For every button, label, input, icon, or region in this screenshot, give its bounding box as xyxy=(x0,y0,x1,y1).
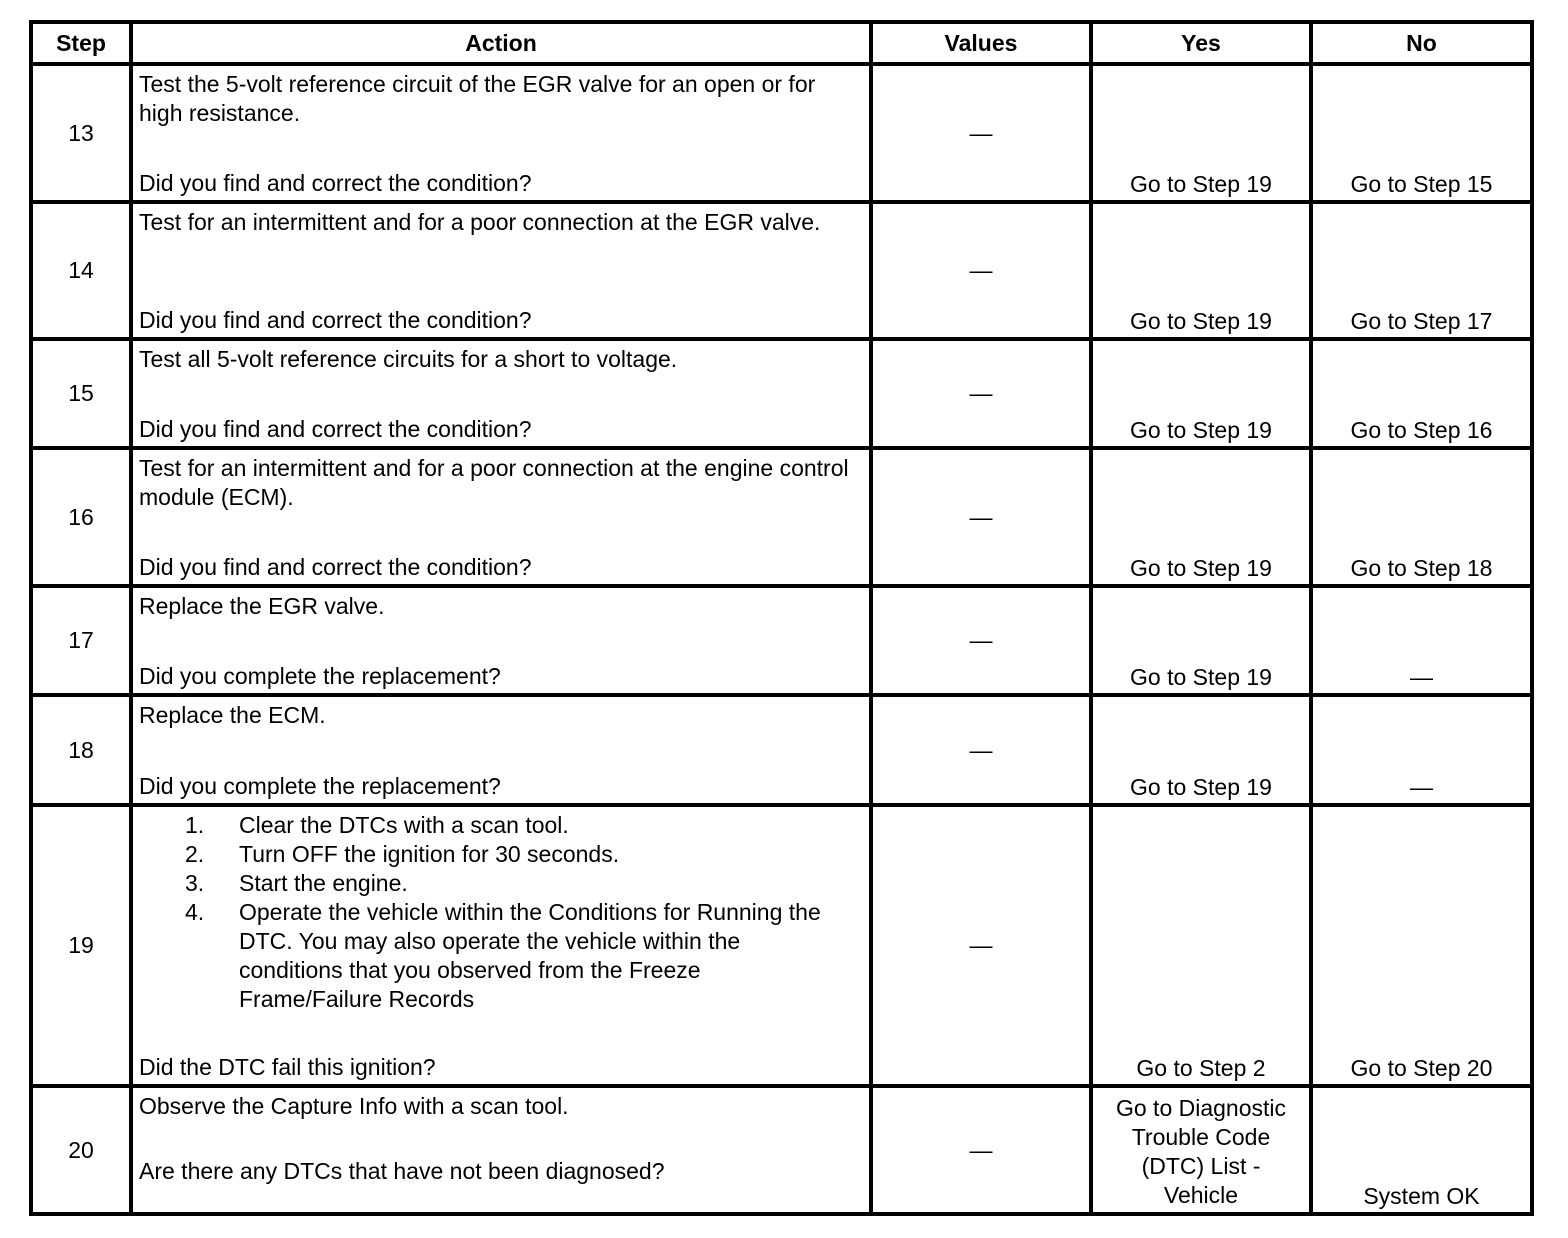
no-cell: — xyxy=(1311,586,1532,695)
action-instruction: Replace the EGR valve. xyxy=(139,593,385,619)
values-cell: — xyxy=(871,64,1091,202)
list-number: 4. xyxy=(185,899,205,925)
table-row xyxy=(31,1086,1532,1214)
step-number: 20 xyxy=(31,1086,131,1214)
action-cell xyxy=(131,339,871,448)
no-cell: Go to Step 15 xyxy=(1311,64,1532,202)
action-question: Did the DTC fail this ignition? xyxy=(139,1054,436,1080)
action-instruction: Test for an intermittent and for a poor connection at the engine control module (ECM). xyxy=(139,455,849,510)
action-cell xyxy=(131,586,871,695)
yes-cell: Go to Step 2 xyxy=(1091,805,1311,1086)
yes-cell: Go to Step 19 xyxy=(1091,64,1311,202)
action-instruction: Test the 5-volt reference circuit of the EGR valve for an open or for high resistance. xyxy=(139,71,816,126)
values-cell: — xyxy=(871,339,1091,448)
header-row xyxy=(31,22,1532,64)
procedure-list xyxy=(139,811,863,1014)
yes-cell: Go to Step 19 xyxy=(1091,695,1311,805)
yes-cell: Go to Diagnostic Trouble Code (DTC) List - Vehicle xyxy=(1091,1086,1311,1214)
values-cell: — xyxy=(871,202,1091,339)
step-number: 16 xyxy=(31,448,131,586)
no-cell: Go to Step 20 xyxy=(1311,805,1532,1086)
action-question: Did you complete the replacement? xyxy=(139,773,501,799)
step-number: 19 xyxy=(31,805,131,1086)
action-cell xyxy=(131,202,871,339)
yes-cell: Go to Step 19 xyxy=(1091,586,1311,695)
action-question: Did you complete the replacement? xyxy=(139,663,501,689)
action-instruction: Observe the Capture Info with a scan tool. xyxy=(139,1093,569,1119)
values-cell: — xyxy=(871,805,1091,1086)
yes-cell: Go to Step 19 xyxy=(1091,448,1311,586)
step-number: 14 xyxy=(31,202,131,339)
yes-cell: Go to Step 19 xyxy=(1091,202,1311,339)
table-row xyxy=(31,202,1532,339)
table-row xyxy=(31,586,1532,695)
no-cell: Go to Step 17 xyxy=(1311,202,1532,339)
header-action: Action xyxy=(131,22,871,64)
diagnostic-table xyxy=(29,20,1534,1216)
list-text: Turn OFF the ignition for 30 seconds. xyxy=(239,841,620,867)
action-instruction: Test for an intermittent and for a poor connection at the EGR valve. xyxy=(139,209,821,235)
action-cell xyxy=(131,448,871,586)
list-text: Operate the vehicle within the Conditions for Running the DTC. You may also operate the vehicle within the conditions that you observed from the Freeze Frame/Failure Records xyxy=(239,899,821,1012)
action-question: Did you find and correct the condition? xyxy=(139,307,532,333)
list-item xyxy=(139,869,863,898)
values-cell: — xyxy=(871,1086,1091,1214)
header-yes: Yes xyxy=(1091,22,1311,64)
action-cell xyxy=(131,695,871,805)
table-row xyxy=(31,805,1532,1086)
step-number: 15 xyxy=(31,339,131,448)
table-row xyxy=(31,339,1532,448)
list-item xyxy=(139,898,863,1014)
list-text: Start the engine. xyxy=(239,870,408,896)
list-item xyxy=(139,840,863,869)
values-cell: — xyxy=(871,695,1091,805)
action-question: Did you find and correct the condition? xyxy=(139,170,532,196)
no-cell: Go to Step 18 xyxy=(1311,448,1532,586)
values-cell: — xyxy=(871,586,1091,695)
list-number: 2. xyxy=(185,841,205,867)
list-item xyxy=(139,811,863,840)
values-cell: — xyxy=(871,448,1091,586)
table-row xyxy=(31,695,1532,805)
list-number: 3. xyxy=(185,870,205,896)
action-question: Did you find and correct the condition? xyxy=(139,416,532,442)
no-cell: System OK xyxy=(1311,1086,1532,1214)
action-instruction: Replace the ECM. xyxy=(139,702,326,728)
no-cell: Go to Step 16 xyxy=(1311,339,1532,448)
action-question: Are there any DTCs that have not been diagnosed? xyxy=(139,1158,665,1184)
header-no: No xyxy=(1311,22,1532,64)
action-cell xyxy=(131,1086,871,1214)
action-cell xyxy=(131,64,871,202)
table-row xyxy=(31,448,1532,586)
step-number: 13 xyxy=(31,64,131,202)
table-row xyxy=(31,64,1532,202)
step-number: 17 xyxy=(31,586,131,695)
action-question: Did you find and correct the condition? xyxy=(139,554,532,580)
step-number: 18 xyxy=(31,695,131,805)
action-cell xyxy=(131,805,871,1086)
no-cell: — xyxy=(1311,695,1532,805)
list-text: Clear the DTCs with a scan tool. xyxy=(239,812,569,838)
action-instruction: Test all 5-volt reference circuits for a short to voltage. xyxy=(139,346,678,372)
header-step: Step xyxy=(31,22,131,64)
header-values: Values xyxy=(871,22,1091,64)
yes-cell: Go to Step 19 xyxy=(1091,339,1311,448)
list-number: 1. xyxy=(185,812,205,838)
